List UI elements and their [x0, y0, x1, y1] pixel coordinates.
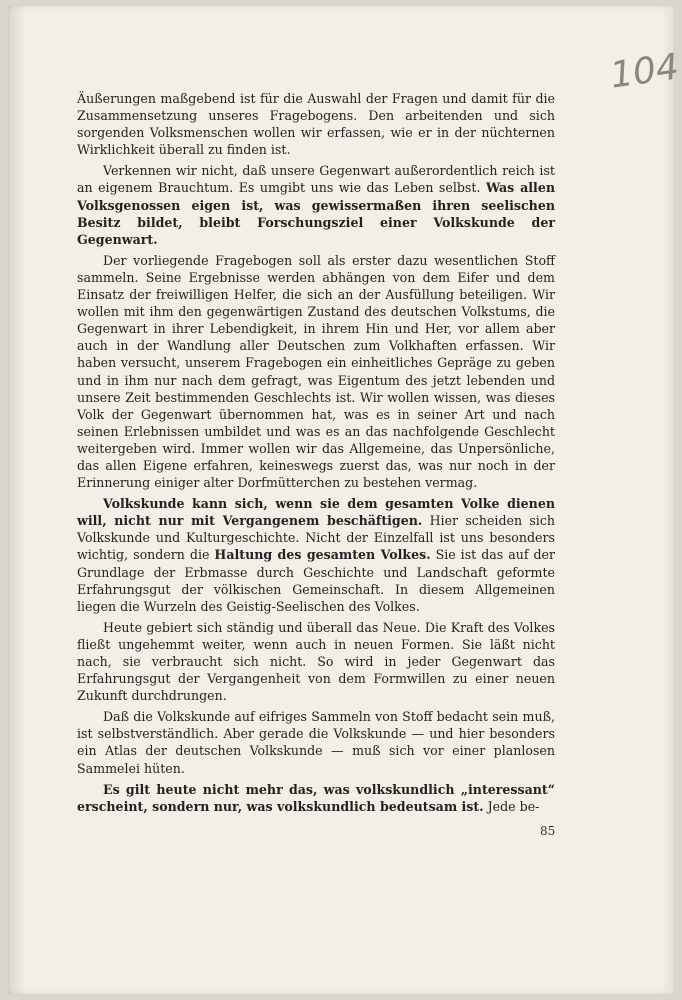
- handwritten-folio-number: [607, 46, 682, 97]
- text-segment: Äußerungen maßgebend ist für die Auswahl der Fragen und damit für die Zusammensetzung unseres Fragebogens. Den arbeitenden und sich sorgenden Volksmenschen wollen wir erfassen, wie er in der nüchternen Wirklichkeit überall zu finden ist.: [77, 91, 555, 158]
- book-page: [8, 6, 682, 994]
- emphasized-text: Haltung des gesamten Volkes.: [214, 547, 431, 563]
- paragraph: [77, 162, 555, 247]
- text-segment: Jede be-: [483, 798, 540, 814]
- text-segment: Der vorliegende Fragebogen soll als erster dazu wesentlichen Stoff sammeln. Seine Ergebnisse werden abhängen von dem Eifer und dem Einsatz der freiwilligen Helfer, die sich an der Ausfüllung beteiligen. Wir wollen mit ihm den gegenwärtigen Zustand des deutschen Volkstums, die Gegenwart in ihrer Lebendigkeit, in ihrem Hin und Her, vor allem aber auch in der Wandlung aller Deutschen zum Volkhaften erfassen. Wir haben versucht, unserem Fragebogen ein einheitliches Gepräge zu geben und in ihm nur nach dem gefragt, was Eigentum des jetzt lebenden und unsere Zeit bestimmenden Geschlechts ist. Wir wollen wissen, was dieses Volk der Gegenwart übernommen hat, was es in seiner Art und nach seinen Erlebnissen umbildet und was es an das nachfolgende Geschlecht weitergeben wird. Immer wollen wir das Allgemeine, das Unpersönliche, das allen Eigene erfahren, keineswegs zuerst das, was nur noch in der Erinnerung einiger alter Dorfmütterchen zu bestehen vermag.: [77, 252, 555, 491]
- text-segment: Hier scheiden sich Volkskunde und Kulturgeschichte. Nicht der Einzelfall ist uns besonders wichtig, sondern die: [77, 513, 555, 563]
- paragraph: [77, 708, 555, 776]
- folio-text: 104: [607, 46, 682, 97]
- paragraph: [77, 781, 555, 815]
- paragraph: [77, 252, 555, 491]
- text-segment: Daß die Volkskunde auf eifriges Sammeln von Stoff bedacht sein muß, ist selbstverständlich. Aber gerade die Volkskunde — und hier besonders ein Atlas der deutschen Volkskunde — muß sich vor einer planlosen Sammelei hüten.: [77, 709, 555, 776]
- emphasized-text: Volkskunde kann sich, wenn sie dem gesamten Volke dienen will, nicht nur mit Vergangenem beschäftigen.: [77, 496, 555, 529]
- text-segment: Heute gebiert sich ständig und überall das Neue. Die Kraft des Volkes fließt ungehemmt weiter, wenn auch in neuen Formen. Sie läßt nicht nach, sie verbraucht sich nicht. So wird in jeder Gegenwart das Erfahrungsgut der Vergangenheit von dem Formwillen zu einer neuen Zukunft durchdrungen.: [77, 619, 555, 704]
- text-segment: Verkennen wir nicht, daß unsere Gegenwart außerordentlich reich ist an eigenem Brauchtum. Es umgibt uns wie das Leben selbst.: [77, 163, 555, 196]
- page-number: 85: [540, 824, 556, 838]
- text-segment: Sie ist das auf der Grundlage der Erbmasse durch Geschichte und Landschaft geformte Erfahrungsgut der völkischen Gemeinschaft. In diesem Allgemeinen liegen die Wurzeln des Geistig-Seelischen des Volkes.: [77, 547, 556, 614]
- emphasized-text: Es gilt heute nicht mehr das, was volkskundlich „interessant“ erscheint, sondern nur, was volkskundlich bedeutsam ist.: [77, 781, 555, 814]
- spine-shadow: [8, 6, 26, 994]
- paragraph: [77, 90, 555, 158]
- body-text: [77, 90, 555, 819]
- paragraph: [77, 619, 555, 704]
- paragraph: [77, 495, 555, 615]
- emphasized-text: Was allen Volksgenossen eigen ist, was gewissermaßen ihren seelischen Besitz bildet, bleibt Forschungsziel einer Volkskunde der Gegenwart.: [77, 180, 555, 247]
